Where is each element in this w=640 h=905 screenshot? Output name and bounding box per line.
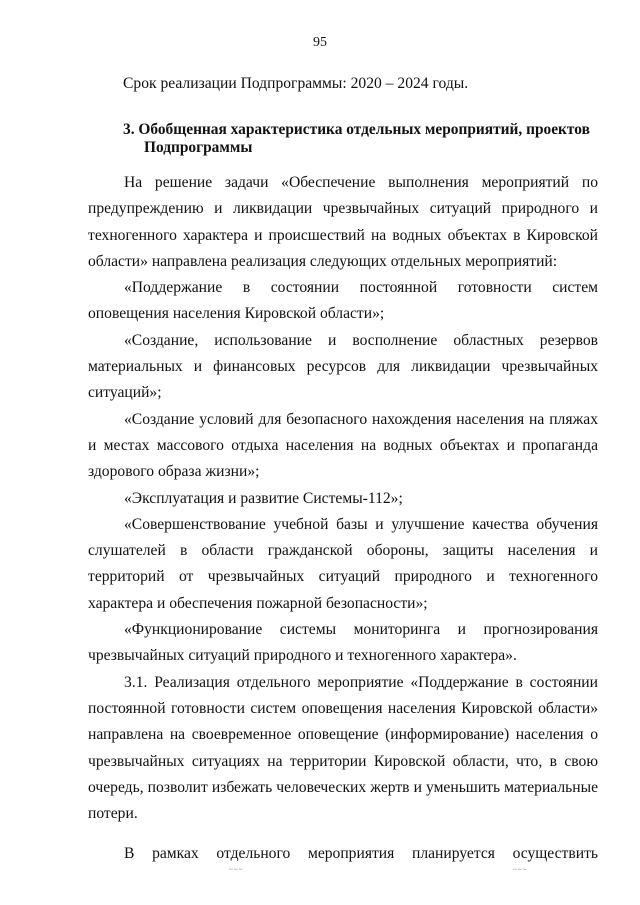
paragraph: На решение задачи «Обеспечение выполнения мероприятий по предупреждению и ликвидации чрезвычайных ситуаций природного и техногенного характера и происшествий на водных объектах в Кировской области» направлена реализация следующих отдельных мероприятий: — [88, 174, 598, 270]
body-text — [88, 170, 598, 868]
page-number: 95 — [313, 35, 327, 50]
scan-mark: ~~~ — [513, 866, 528, 874]
section-heading-line-2: Подпрограммы — [144, 139, 253, 156]
paragraph: В рамках отдельного мероприятия планируется осуществить — [124, 845, 598, 863]
paragraph: «Эксплуатация и развитие Системы-112»; — [124, 489, 403, 507]
paragraph: «Создание, использование и восполнение областных резервов материальных и финансовых ресурсов для ликвидации чрезвычайных ситуаций»; — [88, 331, 598, 402]
paragraph: «Функционирование системы мониторинга и прогнозирования чрезвычайных ситуаций природного и техногенного характера». — [88, 621, 598, 665]
paragraph: 3.1. Реализация отдельного мероприятие «Поддержание в состоянии постоянной готовности систем оповещения населения Кировской области» направлена на своевременное оповещение (информирование) населения о чрезвычайных ситуациях на территории Кировской области, что, в свою очередь, позволит избежать человеческих жертв и уменьшить материальные потери. — [88, 673, 598, 823]
paragraph: «Создание условий для безопасного нахождения населения на пляжах и местах массового отдыха населения на водных объектах и пропаганда здорового образа жизни»; — [88, 410, 598, 481]
paragraph: «Совершенствование учебной базы и улучшение качества обучения слушателей в области гражданской обороны, защиты населения и территорий от чрезвычайных ситуаций природного и техногенного характера и обеспечения пожарной безопасности»; — [88, 515, 598, 612]
section-heading-line-1: 3. Обобщенная характеристика отдельных мероприятий, проектов — [123, 121, 590, 138]
scan-mark: ~~~ — [229, 866, 244, 874]
section-heading — [123, 121, 603, 157]
implementation-term: Срок реализации Подпрограммы: 2020 – 2024 годы. — [123, 75, 469, 92]
paragraph: «Поддержание в состоянии постоянной готовности систем оповещения населения Кировской области»; — [88, 279, 598, 323]
